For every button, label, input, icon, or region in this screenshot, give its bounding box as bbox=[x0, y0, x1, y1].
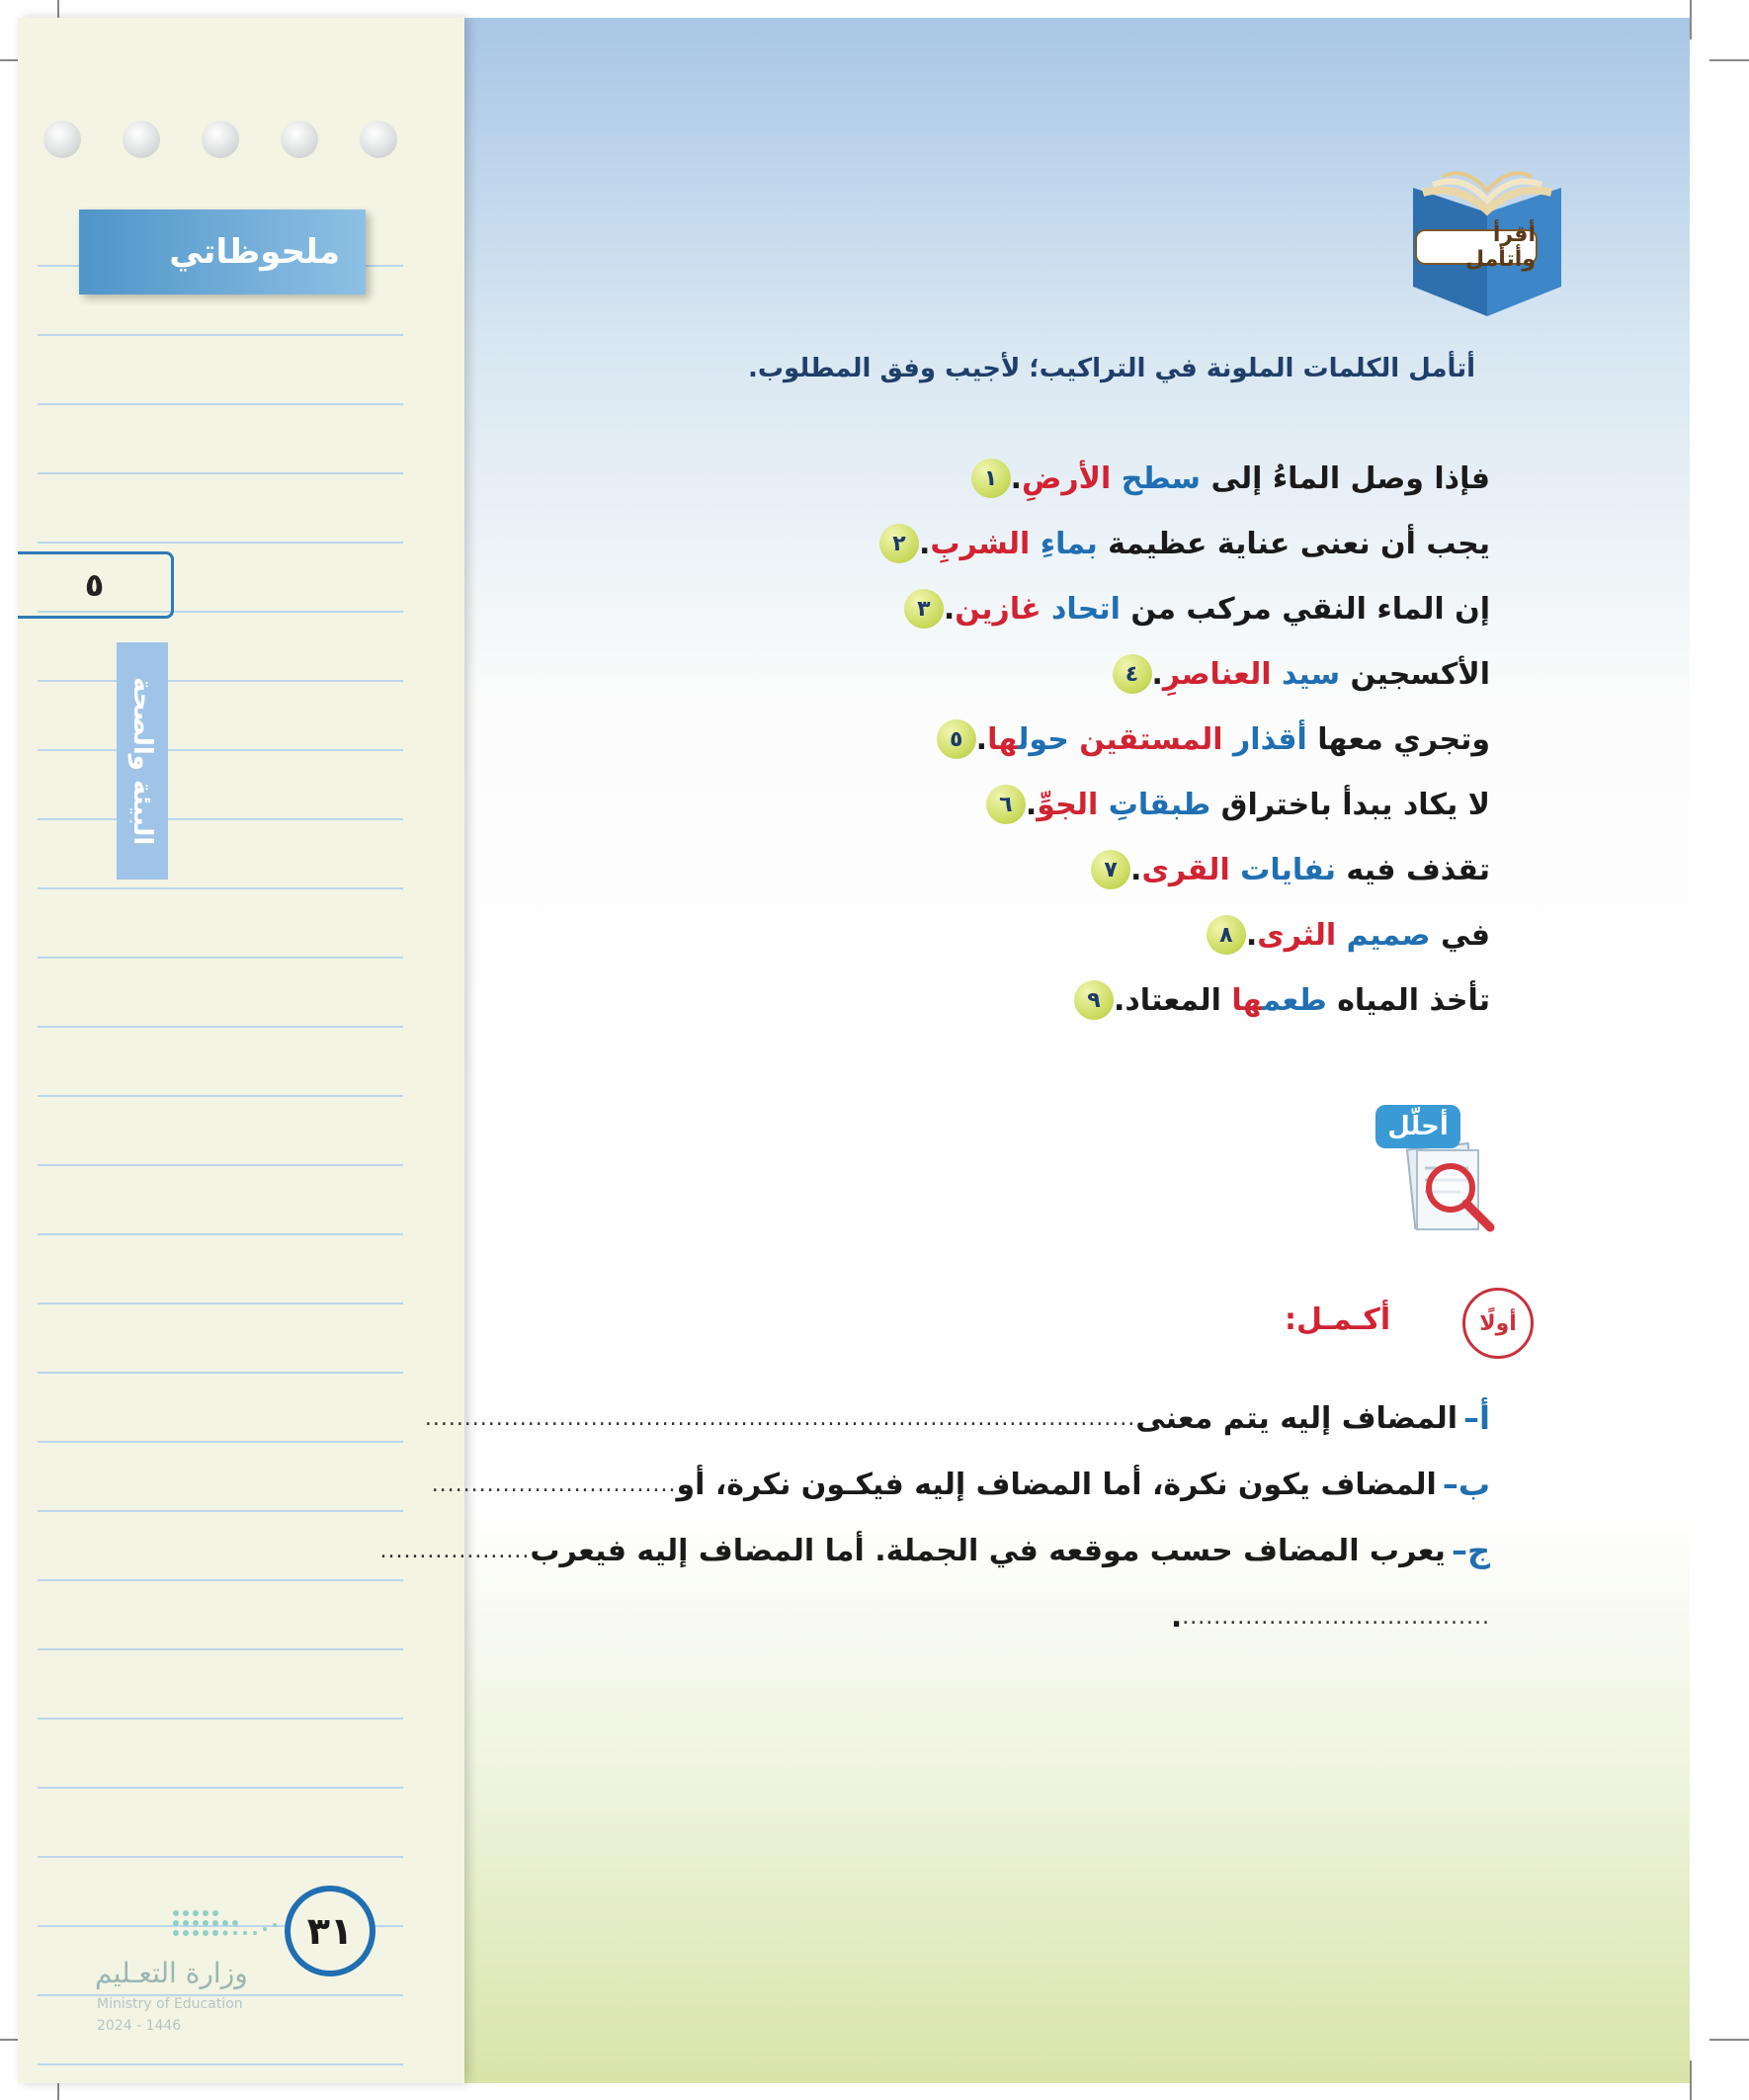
sentence-fragment: تقذف فيه bbox=[1335, 852, 1490, 887]
notes-title-tab bbox=[79, 210, 366, 294]
sentence-fragment: فإذا وصل الماءُ إلى bbox=[1201, 461, 1490, 496]
note-line bbox=[38, 887, 403, 889]
note-line bbox=[38, 403, 403, 405]
sentence-text bbox=[1130, 853, 1490, 887]
binder-hole bbox=[123, 121, 160, 158]
highlighted-word: ها bbox=[987, 721, 1019, 757]
note-line bbox=[38, 542, 403, 544]
note-line bbox=[38, 1233, 403, 1235]
ministry-logo-icon bbox=[168, 1905, 287, 1945]
ministry-year: 2024 - 1446 bbox=[97, 2018, 182, 2034]
highlighted-word: ها bbox=[1231, 982, 1263, 1018]
period: . bbox=[1170, 1599, 1183, 1635]
exercise-text: المضاف يكون نكرة، أما المضاف إليه فيكـون نكرة، أو bbox=[676, 1467, 1437, 1502]
highlighted-word: نفايات bbox=[1229, 852, 1336, 887]
first-badge bbox=[1462, 1288, 1534, 1359]
complete-title: أكـمـل: bbox=[1285, 1302, 1391, 1337]
sentence-item bbox=[958, 453, 1490, 504]
notes-sidebar bbox=[18, 18, 464, 2083]
main-content-panel bbox=[464, 18, 1690, 2083]
note-line bbox=[38, 680, 403, 682]
sentence-text bbox=[976, 722, 1490, 757]
sentence-item bbox=[1193, 909, 1490, 961]
binder-hole bbox=[281, 121, 318, 158]
highlighted-word: طعم bbox=[1262, 982, 1327, 1018]
sentence-text bbox=[1114, 983, 1490, 1018]
highlighted-word: المستقين bbox=[1068, 721, 1223, 757]
sentence-fragment: يجب أن نعنى عناية عظيمة bbox=[1097, 526, 1490, 561]
unit-number: ٥ bbox=[84, 566, 105, 604]
sentence-number-badge: ٤ bbox=[1113, 654, 1152, 694]
note-line bbox=[38, 2063, 403, 2065]
read-reflect-label: أقرأ وأتأمل bbox=[1415, 229, 1538, 265]
first-label: أولًا bbox=[1479, 1310, 1517, 1336]
sentence-fragment: . bbox=[1151, 656, 1163, 692]
sentence-fragment: . bbox=[1025, 787, 1038, 822]
note-line bbox=[38, 1164, 403, 1166]
binder-hole bbox=[202, 121, 239, 158]
sentence-number-badge: ٥ bbox=[937, 719, 976, 759]
sentence-fragment: وتجري معها bbox=[1306, 721, 1490, 757]
exercise-line-a bbox=[425, 1393, 1490, 1443]
notes-title: ملحوظاتي bbox=[169, 232, 340, 272]
binder-hole bbox=[360, 121, 397, 158]
sentence-fragment: المعتاد. bbox=[1114, 982, 1232, 1018]
note-line bbox=[38, 472, 403, 474]
sentence-number-badge: ٢ bbox=[879, 524, 919, 563]
binder-hole bbox=[43, 121, 81, 158]
highlighted-word: الجوِّ bbox=[1037, 787, 1099, 822]
unit-number-box bbox=[18, 551, 174, 619]
crop-mark bbox=[1690, 2060, 1692, 2100]
highlighted-word: حول bbox=[1018, 721, 1069, 757]
sentence-number-badge: ٧ bbox=[1091, 850, 1130, 889]
crop-mark bbox=[1690, 0, 1692, 40]
note-line bbox=[38, 1718, 403, 1720]
highlighted-word: سيد bbox=[1271, 656, 1341, 692]
sentence-item bbox=[866, 518, 1490, 569]
highlighted-word: الشربِ bbox=[930, 526, 1031, 561]
sentence-fragment: . bbox=[1245, 917, 1258, 953]
exercise-line-b bbox=[432, 1460, 1490, 1509]
note-line bbox=[38, 1579, 403, 1581]
sentence-text bbox=[1026, 788, 1490, 822]
sentence-fragment: . bbox=[975, 721, 988, 757]
note-line bbox=[38, 749, 403, 751]
highlighted-word: صميم bbox=[1336, 917, 1431, 953]
answer-blank[interactable]: ................... bbox=[379, 1538, 531, 1563]
exercise-letter: ب– bbox=[1442, 1466, 1490, 1503]
page-number-text: ٣١ bbox=[306, 1909, 354, 1953]
sentence-text bbox=[919, 527, 1490, 561]
sentence-fragment: إن الماء النقي مركب من bbox=[1120, 591, 1490, 627]
unit-title-tab bbox=[117, 642, 168, 880]
highlighted-word: طبقاتِ bbox=[1098, 787, 1211, 822]
exercise-letter: أ– bbox=[1463, 1399, 1490, 1437]
note-line bbox=[38, 1510, 403, 1512]
sentence-number-badge: ٨ bbox=[1207, 915, 1246, 955]
sentence-fragment: . bbox=[943, 591, 956, 627]
note-line bbox=[38, 1441, 403, 1443]
exercise-letter: ج– bbox=[1451, 1532, 1490, 1569]
sentence-item bbox=[890, 583, 1490, 634]
note-line bbox=[38, 1856, 403, 1858]
sentence-item bbox=[1099, 648, 1491, 700]
highlighted-word: الثرى bbox=[1257, 917, 1337, 953]
sentence-fragment: لا يكاد يبدأ باختراق bbox=[1210, 787, 1490, 822]
sentence-fragment: الأكسجين bbox=[1340, 656, 1490, 692]
note-line bbox=[38, 1648, 403, 1650]
sentence-item bbox=[1060, 974, 1490, 1026]
sentence-fragment: . bbox=[918, 526, 931, 561]
highlighted-word: العناصرِ bbox=[1162, 656, 1272, 692]
highlighted-word: غازين bbox=[955, 591, 1041, 627]
exercise-text: يعرب المضاف حسب موقعه في الجملة. أما المضاف إليه فيعرب bbox=[530, 1533, 1446, 1568]
crop-mark bbox=[1709, 59, 1749, 61]
unit-title: البيئة والصحة bbox=[127, 676, 157, 846]
instruction-text: أتأمل الكلمات الملونة في التراكيب؛ لأجيب وفق المطلوب. bbox=[748, 354, 1475, 383]
note-line bbox=[38, 1302, 403, 1304]
answer-blank[interactable]: ....................................... bbox=[1182, 1604, 1490, 1630]
highlighted-word: بماءِ bbox=[1030, 526, 1098, 561]
sentence-fragment: في bbox=[1430, 917, 1490, 953]
sentence-item bbox=[1077, 844, 1490, 895]
ministry-name-arabic: وزارة التعـليم bbox=[95, 1957, 248, 1989]
sentence-number-badge: ٣ bbox=[904, 589, 944, 629]
sentence-item bbox=[972, 779, 1490, 830]
sentence-fragment: . bbox=[1010, 461, 1022, 496]
exercise-line-c bbox=[379, 1526, 1490, 1575]
crop-mark bbox=[1709, 2039, 1749, 2041]
highlighted-word: أقذار bbox=[1222, 721, 1307, 757]
page-number bbox=[285, 1886, 375, 1976]
sentence-text bbox=[1152, 657, 1491, 692]
note-line bbox=[38, 957, 403, 959]
sentence-text bbox=[1011, 462, 1490, 496]
analyze-label: أحلّل bbox=[1375, 1105, 1460, 1148]
highlighted-word: سطح bbox=[1111, 461, 1202, 496]
sentence-item bbox=[923, 714, 1490, 765]
sentence-number-badge: ٦ bbox=[986, 785, 1026, 824]
exercise-text: المضاف إليه يتم معنى bbox=[1135, 1400, 1458, 1436]
note-line bbox=[38, 1787, 403, 1789]
sentence-fragment: . bbox=[1130, 852, 1142, 887]
note-line bbox=[38, 1026, 403, 1028]
sentence-number-badge: ٩ bbox=[1074, 980, 1114, 1020]
sentence-text bbox=[944, 592, 1490, 627]
highlighted-word: اتحاد bbox=[1041, 591, 1121, 627]
sentence-number-badge: ١ bbox=[971, 459, 1011, 498]
note-line bbox=[38, 334, 403, 336]
note-line bbox=[38, 1095, 403, 1097]
exercise-line-c-continued bbox=[1171, 1592, 1490, 1641]
answer-blank[interactable]: .......................................................................................... bbox=[424, 1405, 1136, 1431]
ministry-name-english: Ministry of Education bbox=[97, 1996, 243, 2012]
highlighted-word: القرى bbox=[1141, 852, 1230, 887]
highlighted-word: الأرضِ bbox=[1022, 461, 1112, 496]
answer-blank[interactable]: ............................... bbox=[431, 1471, 677, 1497]
note-line bbox=[38, 818, 403, 820]
sentence-text bbox=[1246, 918, 1490, 953]
note-line bbox=[38, 1372, 403, 1374]
sentence-fragment: تأخذ المياه bbox=[1326, 982, 1490, 1018]
